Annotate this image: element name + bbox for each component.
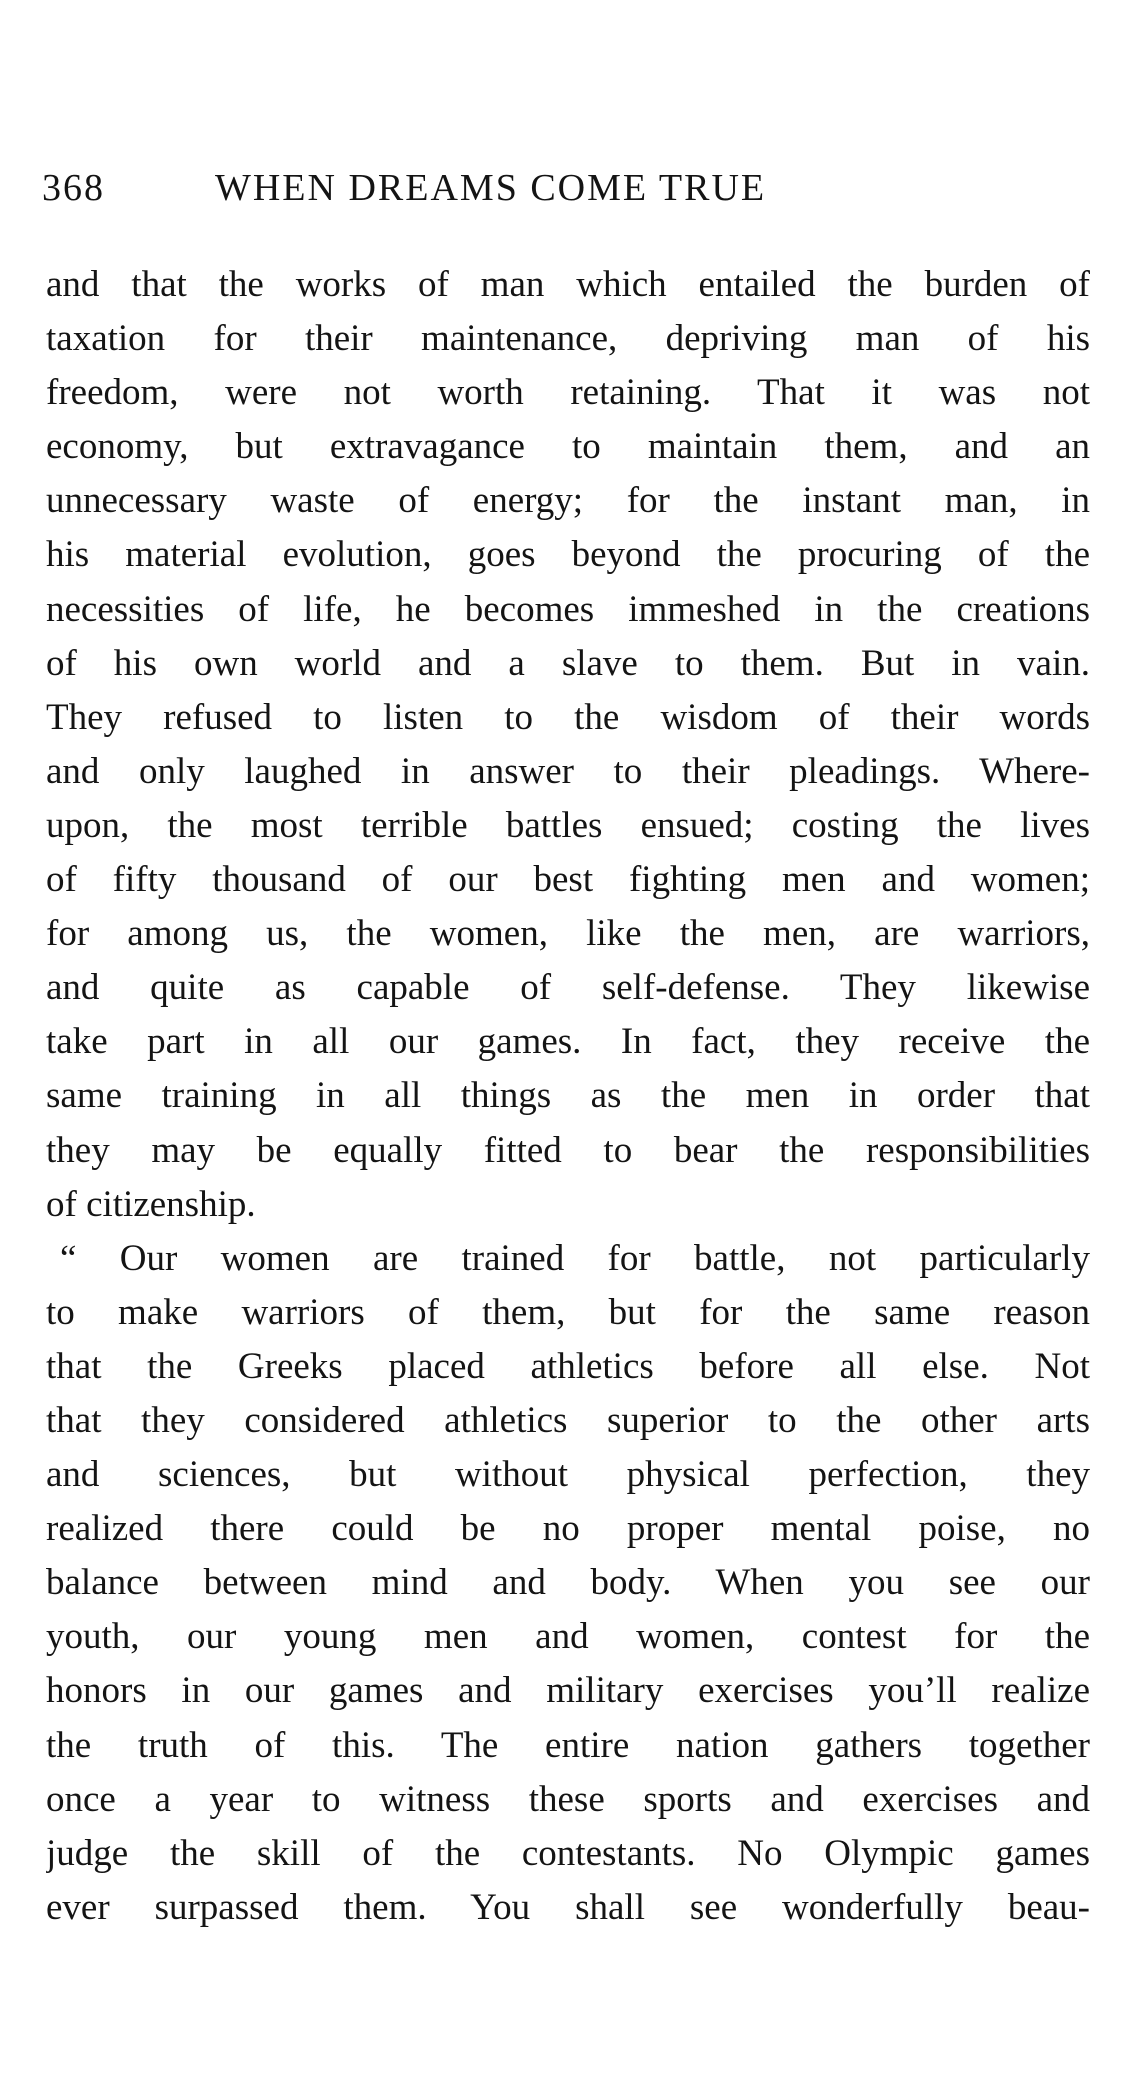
text-line: take part in all our games. In fact, they receive the bbox=[46, 1021, 1090, 1063]
running-head bbox=[42, 166, 1092, 216]
text-line: and quite as capable of self-defense. They likewise bbox=[46, 967, 1090, 1009]
text-line: for among us, the women, like the men, are warriors, bbox=[46, 913, 1090, 955]
page-number: 368 bbox=[42, 167, 105, 209]
text-line: ever surpassed them. You shall see wonderfully beau- bbox=[46, 1886, 1090, 1928]
text-line: unnecessary waste of energy; for the instant man, in bbox=[46, 480, 1090, 522]
text-line: and sciences, but without physical perfection, they bbox=[46, 1454, 1090, 1496]
text-line: balance between mind and body. When you see our bbox=[46, 1562, 1090, 1604]
text-line: the truth of this. The entire nation gathers together bbox=[46, 1724, 1090, 1766]
text-line: taxation for their maintenance, depriving man of his bbox=[46, 318, 1090, 360]
text-line: freedom, were not worth retaining. That it was not bbox=[46, 372, 1090, 414]
text-line: necessities of life, he becomes immeshed in the creations bbox=[46, 588, 1090, 630]
text-line: youth, our young men and women, contest for the bbox=[46, 1616, 1090, 1658]
text-line: of his own world and a slave to them. But in vain. bbox=[46, 642, 1090, 684]
text-line: of citizenship. bbox=[46, 1183, 256, 1225]
text-line: that the Greeks placed athletics before all else. Not bbox=[46, 1345, 1090, 1387]
text-line: judge the skill of the contestants. No Olympic games bbox=[46, 1832, 1090, 1874]
text-line: they may be equally fitted to bear the responsibilities bbox=[46, 1129, 1090, 1171]
text-line: to make warriors of them, but for the same reason bbox=[46, 1291, 1090, 1333]
text-line: same training in all things as the men in order that bbox=[46, 1075, 1090, 1117]
text-line: and that the works of man which entailed the burden of bbox=[46, 264, 1090, 305]
text-line: and only laughed in answer to their pleadings. Where- bbox=[46, 750, 1090, 792]
text-line: his material evolution, goes beyond the procuring of the bbox=[46, 534, 1090, 576]
text-line: once a year to witness these sports and exercises and bbox=[46, 1778, 1090, 1820]
text-line: that they considered athletics superior to the other arts bbox=[46, 1399, 1090, 1441]
text-line: “ Our women are trained for battle, not particularly bbox=[60, 1237, 1090, 1279]
text-line: of fifty thousand of our best fighting men and women; bbox=[46, 859, 1090, 901]
paragraph bbox=[46, 258, 1090, 1232]
text-line: realized there could be no proper mental poise, no bbox=[46, 1508, 1090, 1550]
body-text bbox=[46, 258, 1090, 1935]
text-line: They refused to listen to the wisdom of their words bbox=[46, 696, 1090, 738]
paragraph bbox=[46, 1232, 1090, 1935]
running-title: WHEN DREAMS COME TRUE bbox=[215, 167, 767, 209]
text-line: upon, the most terrible battles ensued; costing the lives bbox=[46, 804, 1090, 846]
text-line: economy, but extravagance to maintain them, and an bbox=[46, 426, 1090, 468]
text-line: honors in our games and military exercises you’ll realize bbox=[46, 1670, 1090, 1712]
